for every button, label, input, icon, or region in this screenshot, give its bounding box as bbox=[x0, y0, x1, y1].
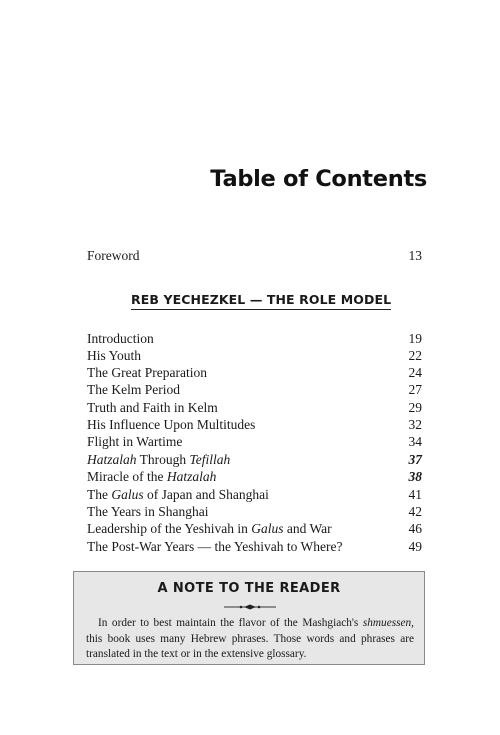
toc-entry-title: Foreword bbox=[87, 248, 140, 263]
toc-entry-page: 27 bbox=[408, 382, 422, 397]
toc-entry-page: 34 bbox=[408, 434, 422, 449]
toc-row bbox=[87, 364, 422, 381]
toc-row bbox=[87, 451, 422, 468]
toc-entry-title: Introduction bbox=[87, 331, 154, 346]
toc-entry-title: The Kelm Period bbox=[87, 382, 180, 397]
toc-entry-page: 38 bbox=[408, 469, 422, 484]
toc-entry-page: 49 bbox=[408, 539, 422, 554]
note-body: In order to best maintain the flavor of the Mashgiach's shmuessen, this book uses many Hebrew phrases. Those words and phrases are translated in the text or in the extensive glossary. bbox=[86, 617, 414, 660]
toc-row bbox=[87, 433, 422, 450]
toc-entry-page: 29 bbox=[408, 400, 422, 415]
toc-entry-title: Miracle of the Hatzalah bbox=[87, 469, 217, 484]
toc-entry-page: 41 bbox=[408, 487, 422, 502]
toc-row bbox=[87, 381, 422, 398]
toc-entry-page: 22 bbox=[408, 348, 422, 363]
page-title: Table of Contents bbox=[210, 166, 427, 192]
toc-entry-page: 13 bbox=[408, 248, 422, 263]
toc-row bbox=[87, 520, 422, 537]
toc-row bbox=[87, 330, 422, 347]
ornament-divider-icon bbox=[224, 603, 276, 611]
toc-entry-title: The Galus of Japan and Shanghai bbox=[87, 487, 269, 502]
toc-entry-page: 24 bbox=[408, 365, 422, 380]
note-title: A NOTE TO THE READER bbox=[157, 581, 341, 596]
toc-entry-page: 42 bbox=[408, 504, 422, 519]
toc-row bbox=[87, 399, 422, 416]
toc-row-foreword bbox=[87, 247, 422, 264]
section-heading: REB YECHEZKEL — THE ROLE MODEL bbox=[131, 292, 391, 310]
toc-entry-title: Flight in Wartime bbox=[87, 434, 183, 449]
toc-entry-page: 32 bbox=[408, 417, 422, 432]
toc-entry-page: 46 bbox=[408, 521, 422, 536]
toc-entry-title: His Youth bbox=[87, 348, 142, 363]
toc-row bbox=[87, 503, 422, 520]
toc-row bbox=[87, 538, 422, 555]
toc-entry-title: Hatzalah Through Tefillah bbox=[87, 452, 231, 467]
toc-entry-title: The Years in Shanghai bbox=[87, 504, 209, 519]
toc-entry-page: 19 bbox=[408, 331, 422, 346]
toc-row bbox=[87, 486, 422, 503]
toc-entry-title: Leadership of the Yeshivah in Galus and War bbox=[87, 521, 332, 536]
note-box bbox=[73, 571, 425, 665]
toc-entry-title: The Post-War Years — the Yeshivah to Where? bbox=[87, 539, 343, 554]
toc-entry-title: Truth and Faith in Kelm bbox=[87, 400, 218, 415]
toc-row bbox=[87, 468, 422, 485]
toc-row bbox=[87, 347, 422, 364]
toc-entry-page: 37 bbox=[408, 452, 422, 467]
toc-entry-title: His Influence Upon Multitudes bbox=[87, 417, 256, 432]
toc-row bbox=[87, 416, 422, 433]
toc-entry-title: The Great Preparation bbox=[87, 365, 207, 380]
